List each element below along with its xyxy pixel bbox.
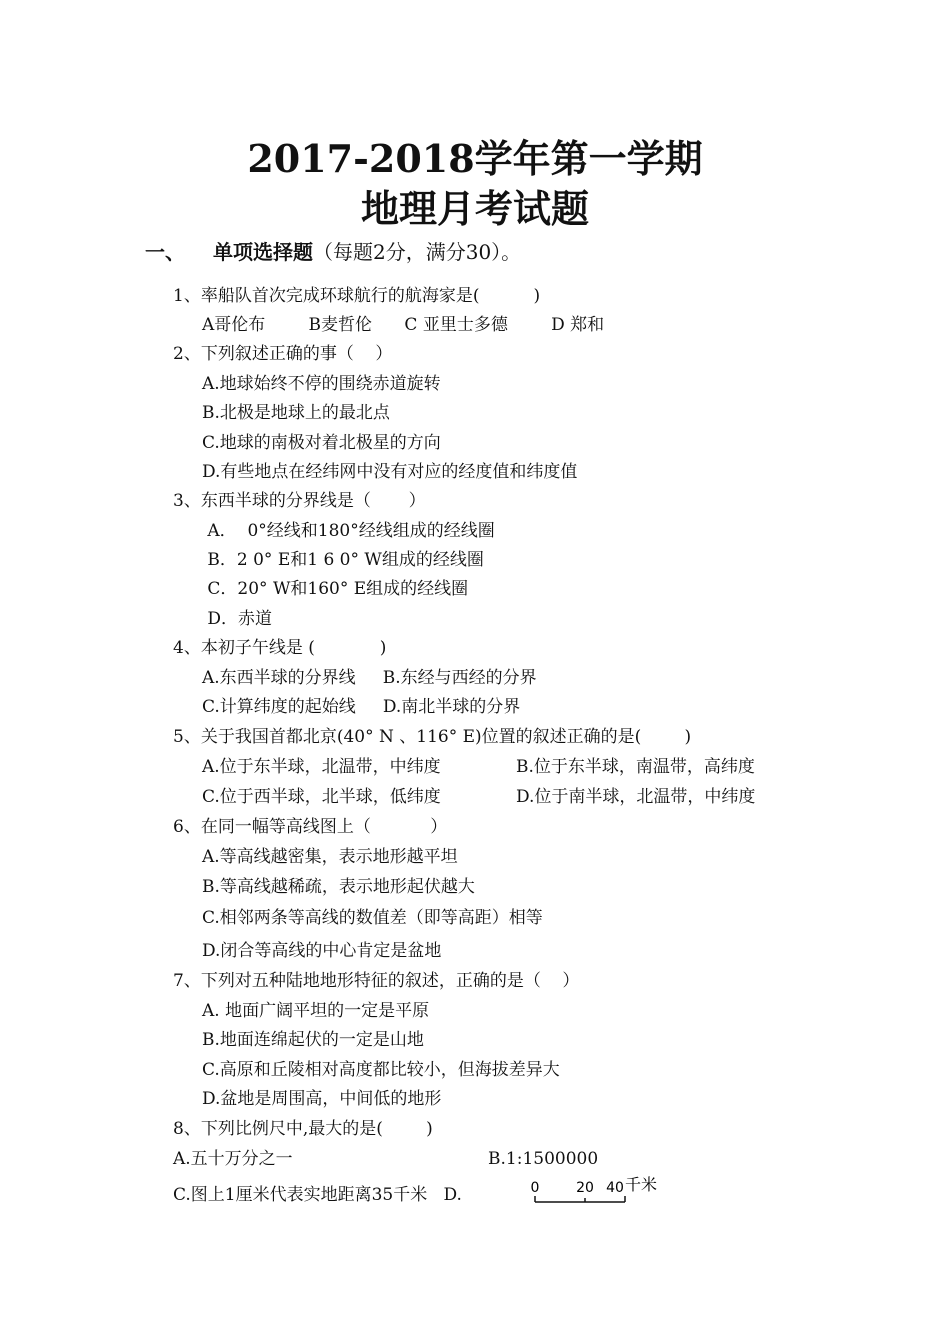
question-option: C．20° W和160° E组成的经线圈: [202, 579, 469, 599]
section-name: 单项选择题: [213, 240, 313, 264]
scale-label-40: 40: [606, 1180, 624, 1196]
question-option: B.1:1500000: [488, 1149, 599, 1169]
section-number: 一、: [145, 240, 185, 264]
question-option: A． 0°经线和180°经线组成的经线圈: [202, 521, 495, 541]
question-option: D.位于南半球，北温带，中纬度: [516, 787, 756, 807]
exam-subtitle: 地理月考试题: [360, 186, 589, 231]
question-option: D.闭合等高线的中心肯定是盆地: [202, 941, 442, 961]
question-option: D.盆地是周围高，中间低的地形: [202, 1089, 442, 1109]
question-option: A. 地面广阔平坦的一定是平原: [202, 1001, 430, 1021]
question-option: C.相邻两条等高线的数值差（即等高距）相等: [202, 908, 543, 928]
question-option: A.东西半球的分界线 B.东经与西经的分界: [202, 668, 537, 688]
section-note: （每题2分，满分30）。: [313, 240, 522, 264]
question-stem: 4、本初子午线是 ( ): [173, 638, 387, 658]
question-option: C.高原和丘陵相对高度都比较小，但海拔差异大: [202, 1060, 560, 1080]
question-option: A.五十万分之一: [173, 1149, 293, 1169]
scale-unit: 千米: [625, 1175, 658, 1194]
question-option: C.地球的南极对着北极星的方向: [202, 433, 441, 453]
question-option: A.等高线越密集，表示地形越平坦: [202, 847, 458, 867]
question-stem: 7、下列对五种陆地地形特征的叙述，正确的是（ ）: [173, 971, 580, 991]
question-option: B.等高线越稀疏，表示地形起伏越大: [202, 877, 475, 897]
scale-label-0: 0: [530, 1180, 540, 1196]
question-option: B.地面连绵起伏的一定是山地: [202, 1030, 424, 1050]
question-option: B．2 0° E和1 6 0° W组成的经线圈: [202, 550, 484, 570]
question-option: A.地球始终不停的围绕赤道旋转: [202, 374, 441, 394]
question-option: B.北极是地球上的最北点: [202, 403, 390, 423]
question-option: D.有些地点在经纬网中没有对应的经度值和纬度值: [202, 462, 578, 482]
scale-label-20: 20: [576, 1180, 594, 1196]
question-stem: 6、在同一幅等高线图上（ ）: [173, 817, 448, 837]
exam-title: 2017-2018学年第一学期: [247, 136, 703, 181]
section-heading: [145, 236, 521, 265]
question-stem: 1、率船队首次完成环球航行的航海家是( ): [173, 286, 541, 306]
question-stem: 2、下列叙述正确的事（ ）: [173, 344, 393, 364]
question-stem: 8、下列比例尺中,最大的是( ): [173, 1119, 433, 1139]
scale-bar: [523, 1172, 663, 1212]
question-option: A.位于东半球，北温带，中纬度: [202, 757, 441, 777]
question-stem: 3、东西半球的分界线是（ ）: [173, 491, 426, 511]
question-option: A哥伦布 B麦哲伦 C 亚里士多德 D 郑和: [202, 315, 605, 335]
question-option: C.图上1厘米代表实地距离35千米 D.: [173, 1185, 462, 1205]
question-stem: 5、关于我国首都北京(40° N 、116° E)位置的叙述正确的是( ): [173, 727, 692, 747]
question-option: C.位于西半球，北半球，低纬度: [202, 787, 441, 807]
question-option: B.位于东半球，南温带，高纬度: [516, 757, 755, 777]
question-option: C.计算纬度的起始线 D.南北半球的分界: [202, 697, 521, 717]
question-option: D．赤道: [202, 609, 273, 629]
